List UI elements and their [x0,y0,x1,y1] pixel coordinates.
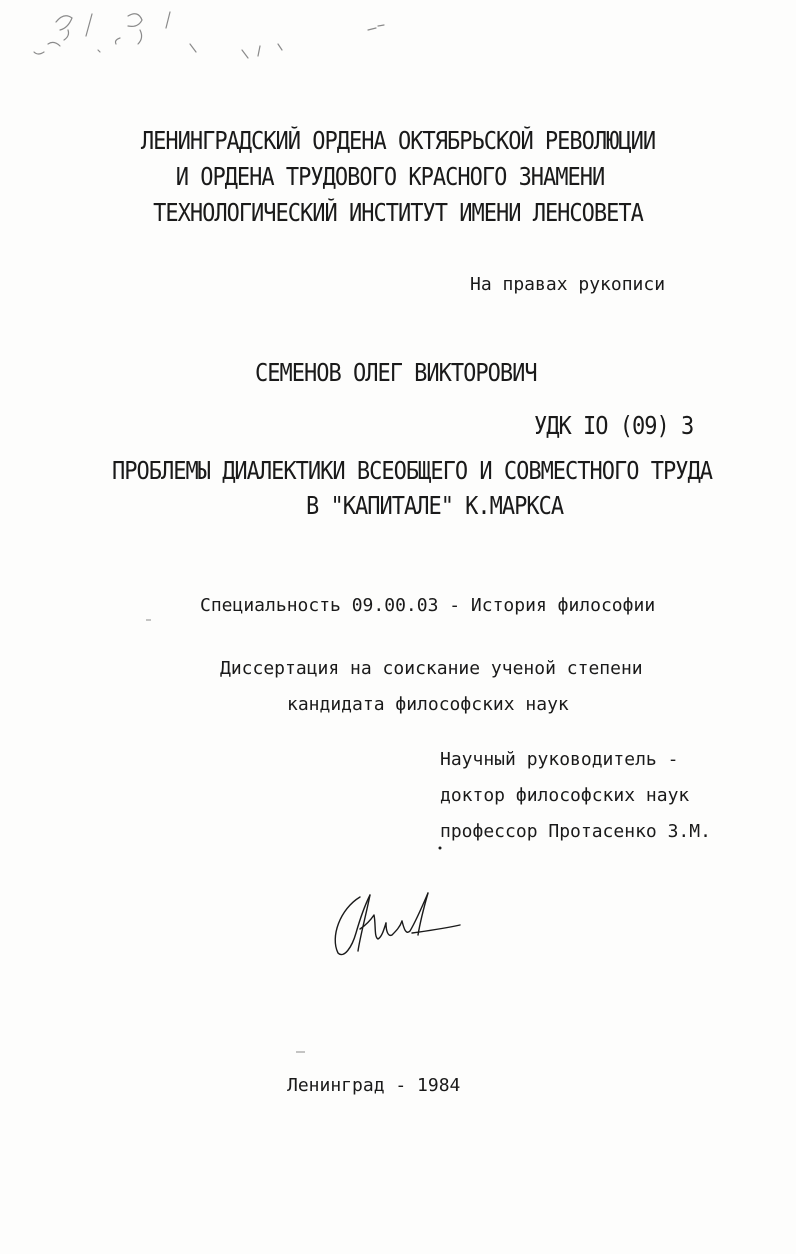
title-line-1: ПРОБЛЕМЫ ДИАЛЕКТИКИ ВСЕОБЩЕГО И СОВМЕСТНОГО ТРУДА [111,457,712,486]
dissertation-line-2: кандидата философских наук [287,694,569,715]
dissertation-line-1: Диссертация на соискание ученой степени [220,658,643,679]
ink-speck [296,1050,306,1054]
supervisor-line-2: доктор философских наук [440,785,690,806]
manuscript-note: На правах рукописи [470,274,666,295]
pencil-scribble-marks [20,0,400,80]
specialty: Специальность 09.00.03 - История философии [200,595,656,616]
supervisor-line-3: профессор Протасенко З.М. [440,821,711,842]
handwritten-signature [330,885,470,965]
ink-speck [146,618,152,622]
udk-code: УДК IO (09) 3 [534,412,694,441]
author-name: СЕМЕНОВ ОЛЕГ ВИКТОРОВИЧ [255,359,537,388]
supervisor-line-1: Научный руководитель - [440,749,679,770]
ink-speck [437,845,443,851]
institute-line-2: И ОРДЕНА ТРУДОВОГО КРАСНОГО ЗНАМЕНИ [175,163,605,192]
institute-line-3: ТЕХНОЛОГИЧЕСКИЙ ИНСТИТУТ ИМЕНИ ЛЕНСОВЕТА [153,199,643,228]
place-and-year: Ленинград - 1984 [287,1075,461,1096]
institute-line-1: ЛЕНИНГРАДСКИЙ ОРДЕНА ОКТЯБРЬСКОЙ РЕВОЛЮЦИИ [140,127,656,156]
title-line-2: В "КАПИТАЛЕ" К.МАРКСА [306,492,564,521]
